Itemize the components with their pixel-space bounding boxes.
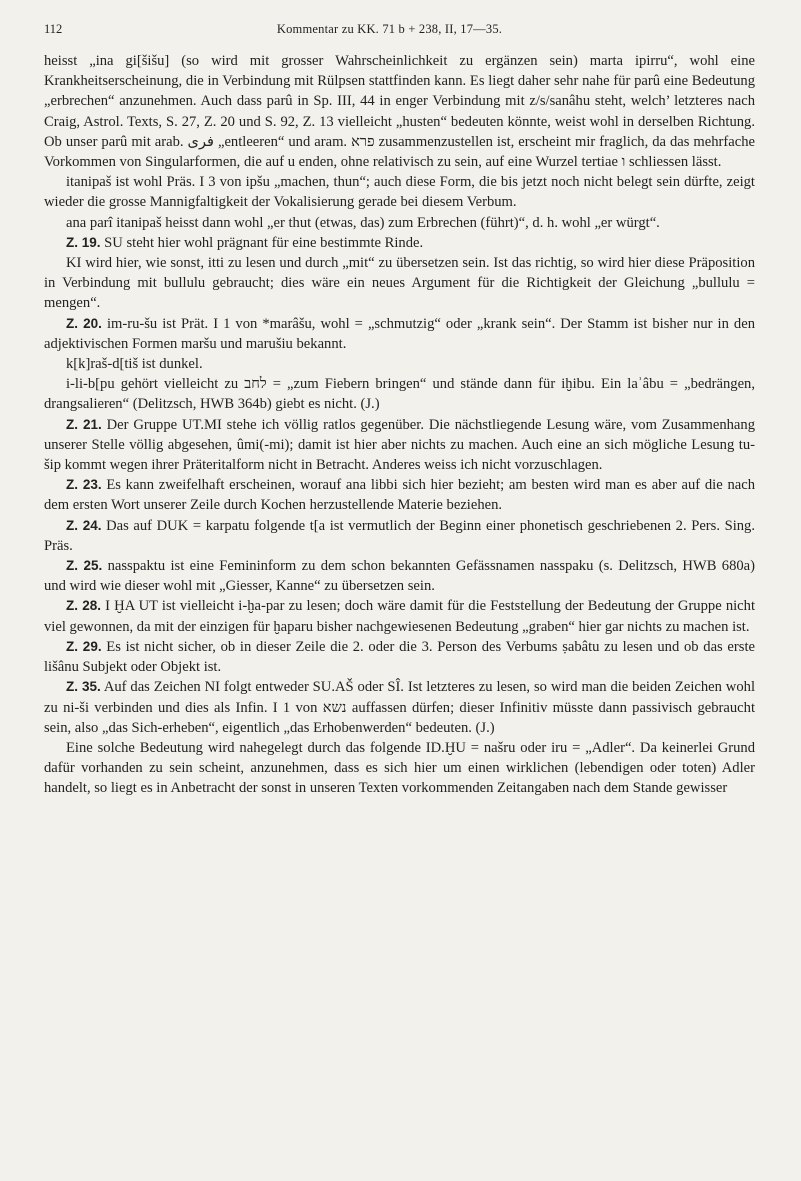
paragraph-text: Es kann zweifelhaft erscheinen, worauf ana libbi sich hier bezieht; am besten wird man es aber auf die nach dem ersten Wort unserer Zeile durch Kochen herzustellende Materie beziehen. [44,477,755,514]
paragraph [44,596,755,636]
paragraph-text: Der Gruppe UT.MI stehe ich völlig ratlos gegenüber. Die nächstliegende Lesung wäre, vom Zusammenhang unserer Stelle völlig abgesehen, ûmi(-mi); damit ist hier aber nichts zu machen. Auch eine an sich mögliche Lesung tu-šip kommt wegen ihrer Präteritalform nicht in Betracht. Anderes weiss ich nicht vorzuschlagen. [44,416,756,474]
paragraph [44,314,755,354]
paragraph [44,253,755,314]
paragraph [44,213,755,233]
paragraph-text: k[k]raš-d[tiš ist dunkel. [66,356,203,373]
commentary-body [44,51,755,799]
running-title: Kommentar zu KK. 71 b + 238, II, 17—35. [276,22,503,36]
paragraph [44,354,755,374]
line-reference: Z. 28. [66,598,102,614]
paragraph-text: I ḪA UT ist vielleicht i-ḫa-par zu lesen; doch wäre damit für die Feststellung der Bedeutung der Gruppe nicht viel gewonnen, da mit der einzigen für ḫaparu bisher nachgewiesenen Bedeutung „graben“ hier gar nichts zu machen ist. [44,598,755,635]
line-reference: Z. 25. [66,558,103,574]
paragraph-text: ana parî itanipaš heisst dann wohl „er thut (etwas, das) zum Erbrechen (führt)“, d. h. wohl „er würgt“. [66,214,660,231]
line-reference: Z. 20. [66,315,102,331]
paragraph [44,415,755,476]
line-reference: Z. 29. [66,638,102,654]
paragraph-text: nasspaktu ist eine Femininform zu dem schon bekannten Gefässnamen nasspaku (s. Delitzsch, HWB 680a) und wird wie dieser wohl mit „Giesser, Kanne“ zu übersetzen sein. [44,558,756,595]
paragraph [44,374,755,414]
paragraph [44,738,755,799]
line-reference: Z. 35. [66,679,101,695]
page-number: 112 [44,22,63,36]
paragraph [44,637,755,677]
paragraph [44,516,755,556]
paragraph [44,677,755,738]
paragraph-text: Es ist nicht sicher, ob in dieser Zeile die 2. oder die 3. Person des Verbums ṣabâtu zu lesen und ob das erste lišânu Subjekt oder Objekt ist. [44,638,755,676]
line-reference: Z. 24. [66,517,102,533]
line-reference: Z. 23. [66,477,102,493]
paragraph-text: heisst „ina gi[šišu] (so wird mit grosser Wahrscheinlichkeit zu ergänzen sein) marta ipirru“, wohl eine Krankheitserscheinung, die in Verbindung mit Rülpsen stattfinden kann. Es liegt daher sehr nahe für parû eine Bedeutung „erbrechen“ anzunehmen. Auch dass parû in Sp. III, 44 in enger Verbindung mit z/s/sanâhu steht, welch’ letzteres nach Craig, Astrol. Texts, S. 27, Z. 20 und S. 92, Z. 13 vielleicht „husten“ bedeuten könnte, weist wohl in derselben Richtung. Ob unser parû mit arab. فرى „entleeren“ und aram. פרא zusammenzustellen ist, erscheint mir fraglich, da das mehrfache Vorkommen von Singularformen, die auf u enden, ohne relativisch zu sein, auf eine Wurzel tertiae ו schliessen lässt. [44,53,756,171]
paragraph-text: im-ru-šu ist Prät. I 1 von *marâšu, wohl = „schmutzig“ oder „krank sein“. Der Stamm ist bisher nur in den adjektivischen Formen maršu und marušiu bekannt. [44,315,755,352]
page-header [44,22,755,37]
paragraph-text: Das auf DUK = karpatu folgende t[a ist vermutlich der Beginn einer phonetisch geschriebenen 2. Pers. Sing. Präs. [44,517,756,554]
paragraph [44,172,755,212]
paragraph-text: itanipaš ist wohl Präs. I 3 von ipšu „machen, thun“; auch diese Form, die bis jetzt noch nicht belegt sein dürfte, zeigt wieder die grosse Mannigfaltigkeit der Vokalisierung gerade bei diesem Verbum. [44,174,755,211]
paragraph-text: Auf das Zeichen NI folgt entweder SU.AŠ oder SÎ. Ist letzteres zu lesen, so wird man die beiden Zeichen wohl zu ni-ši verbinden und dies als Infin. I 1 von נשא auffassen dürfen; dieser Infinitiv müsste dann passivisch gebraucht sein, also „das Sich-erheben“, eigentlich „das Erhobenwerden“ bedeuten. (J.) [44,679,755,736]
paragraph-text: SU steht hier wohl prägnant für eine bestimmte Rinde. [104,234,424,251]
paragraph [44,51,755,172]
paragraph [44,556,755,596]
paragraph [44,475,755,515]
paragraph-text: i-li-b[pu gehört vielleicht zu לחב = „zum Fiebern bringen“ und stände dann für iḫibu. Ein laʾâbu = „bedrängen, drangsalieren“ (Delitzsch, HWB 364b) giebt es nicht. (J.) [44,376,755,413]
paragraph [44,233,755,253]
line-reference: Z. 21. [66,416,102,432]
paragraph-text: Eine solche Bedeutung wird nahegelegt durch das folgende ID.ḪU = našru oder iru = „Adler“. Da keinerlei Grund dafür vorhanden zu sein scheint, anzunehmen, dass es sich hier um einen wirklichen (lebendigen oder toten) Adler handelt, so liegt es in Anbetracht der sonst in unseren Texten vorkommenden Zeitangaben nach dem Stande gewisser [44,739,755,797]
line-reference: Z. 19. [66,234,101,250]
paragraph-text: KI wird hier, wie sonst, itti zu lesen und durch „mit“ zu übersetzen sein. Ist das richtig, so wird hier diese Präposition in Verbindung mit bullulu gebraucht; dies wäre ein neues Argument für die Richtigkeit der Gleichung „bullulu = mengen“. [44,255,755,312]
